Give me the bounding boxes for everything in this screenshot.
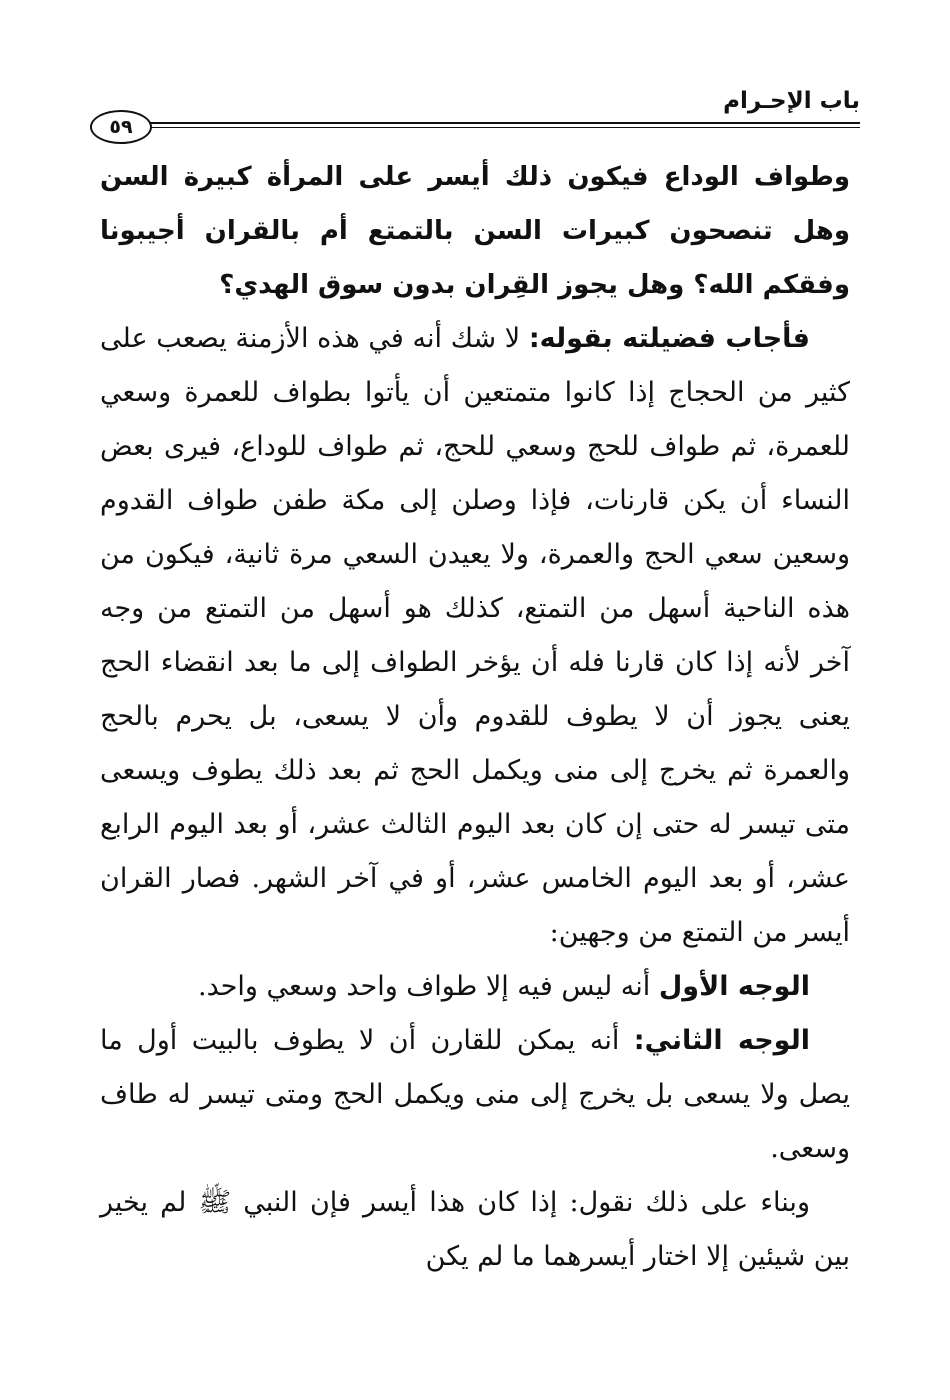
- page-header: [90, 82, 860, 142]
- answer-paragraph: [100, 312, 850, 960]
- answer-body: لا شك أنه في هذه الأزمنة يصعب على كثير من الحجاج إذا كانوا متمتعين أن يأتوا بطواف للعمرة وسعي للعمرة، ثم طواف للحج وسعي للحج، ثم طواف للوداع، فيرى بعض النساء أن يكن قارنات، فإذا وصلن إلى مكة طفن طواف القدوم وسعين سعي الحج والعمرة، ولا يعيدن السعي مرة ثانية، فيكون من هذه الناحية أسهل من التمتع، كذلك هو أسهل من التمتع من وجه آخر لأنه إذا كان قارنا فله أن يؤخر الطواف إلى ما بعد انقضاء الحج يعنى يجوز أن لا يطوف للقدوم وأن لا يسعى، بل يحرم بالحج والعمرة ثم يخرج إلى منى ويكمل الحج ثم بعد ذلك يطوف ويسعى متى تيسر له حتى إن كان بعد اليوم الثالث عشر، أو بعد اليوم الرابع عشر، أو بعد اليوم الخامس عشر، أو في آخر الشهر. فصار القران أيسر من التمتع من وجهين:: [100, 323, 850, 948]
- question-text: وطواف الوداع فيكون ذلك أيسر على المرأة كبيرة السن وهل تنصحون كبيرات السن بالتمتع أم بالقران أجيبونا وفقكم الله؟ وهل يجوز القِران بدون سوق الهدي؟: [100, 162, 850, 300]
- point-one-text: أنه ليس فيه إلا طواف واحد وسعي واحد.: [197, 971, 659, 1002]
- page-number: ٥٩: [90, 110, 152, 144]
- answer-lead: فأجاب فضيلته بقوله:: [528, 323, 810, 354]
- chapter-title: باب الإحـرام: [723, 88, 860, 114]
- point-two-text: أنه يمكن للقارن أن لا يطوف بالبيت أول ما يصل ولا يسعى بل يخرج إلى منى ويكمل الحج ومتى تيسر له طاف وسعى.: [100, 1025, 850, 1164]
- point-two: [100, 1014, 850, 1176]
- point-one-label: الوجه الأول: [658, 971, 810, 1002]
- point-one: [100, 960, 850, 1014]
- point-two-label: الوجه الثاني:: [633, 1025, 810, 1056]
- closing-paragraph: وبناء على ذلك نقول: إذا كان هذا أيسر فإن النبي ﷺ لم يخير بين شيئين إلا اختار أيسرهما ما لم يكن: [100, 1187, 850, 1272]
- header-rule: [148, 122, 860, 128]
- page-body: [100, 150, 850, 1284]
